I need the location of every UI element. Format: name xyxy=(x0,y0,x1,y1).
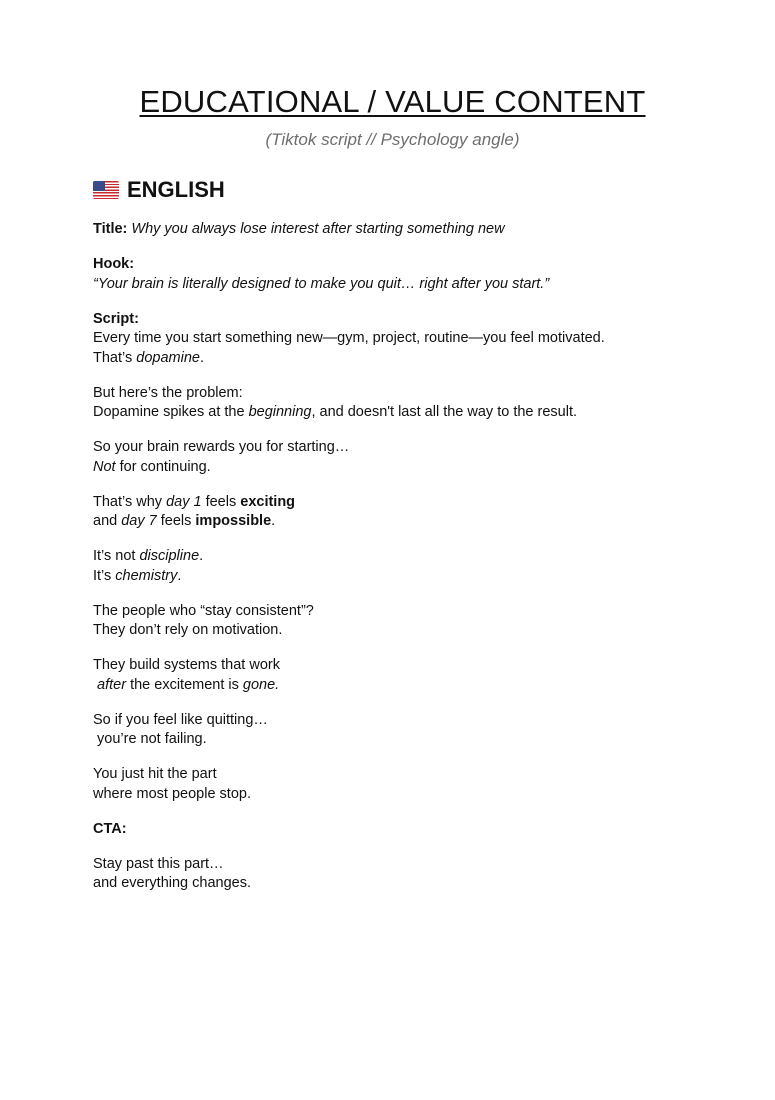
script-label: Script: xyxy=(93,310,139,327)
script-p9-line1: You just hit the part xyxy=(93,766,217,782)
script-body xyxy=(93,220,733,894)
title-label: Title: xyxy=(93,221,128,237)
us-flag-icon xyxy=(93,181,119,199)
script-p9-line2: where most people stop. xyxy=(93,785,251,802)
script-p8-line1: So if you feel like quitting… xyxy=(93,711,268,728)
title-value: Why you always lose interest after starting something new xyxy=(131,221,505,237)
script-p5-line2: It’s chemistry. xyxy=(93,567,182,584)
script-p8-line2: you’re not failing. xyxy=(93,731,207,747)
script-p2-line2: Dopamine spikes at the beginning, and doesn't last all the way to the result. xyxy=(93,404,577,420)
script-p1-line1: Every time you start something new—gym, project, routine—you feel motivated. xyxy=(93,330,605,346)
hook-text: “Your brain is literally designed to make you quit… right after you start.” xyxy=(93,275,550,292)
page-title: EDUCATIONAL / VALUE CONTENT xyxy=(139,84,646,119)
script-p7-line1: They build systems that work xyxy=(93,657,280,673)
script-p5-line1: It’s not discipline. xyxy=(93,548,204,564)
hook-label: Hook: xyxy=(93,256,135,272)
script-p4-line2: and day 7 feels impossible. xyxy=(93,513,276,529)
title-line xyxy=(93,220,733,240)
script-p1-line2: That’s dopamine. xyxy=(93,349,204,366)
cta-line1: Stay past this part… xyxy=(93,855,224,872)
page-subtitle: (Tiktok script // Psychology angle) xyxy=(265,130,520,149)
section-heading-english xyxy=(93,174,225,206)
script-p6-line1: The people who “stay consistent”? xyxy=(93,602,314,619)
script-p3-line1: So your brain rewards you for starting… xyxy=(93,439,350,455)
section-heading-label: ENGLISH xyxy=(127,177,225,202)
script-p7-line2: after the excitement is gone. xyxy=(93,676,280,693)
script-p6-line2: They don’t rely on motivation. xyxy=(93,622,283,638)
script-p3-line2: Not for continuing. xyxy=(93,458,211,475)
script-p4-line1: That’s why day 1 feels exciting xyxy=(93,493,296,510)
script-p2-line1: But here’s the problem: xyxy=(93,384,243,401)
cta-label: CTA: xyxy=(93,820,127,837)
cta-line2: and everything changes. xyxy=(93,875,251,891)
